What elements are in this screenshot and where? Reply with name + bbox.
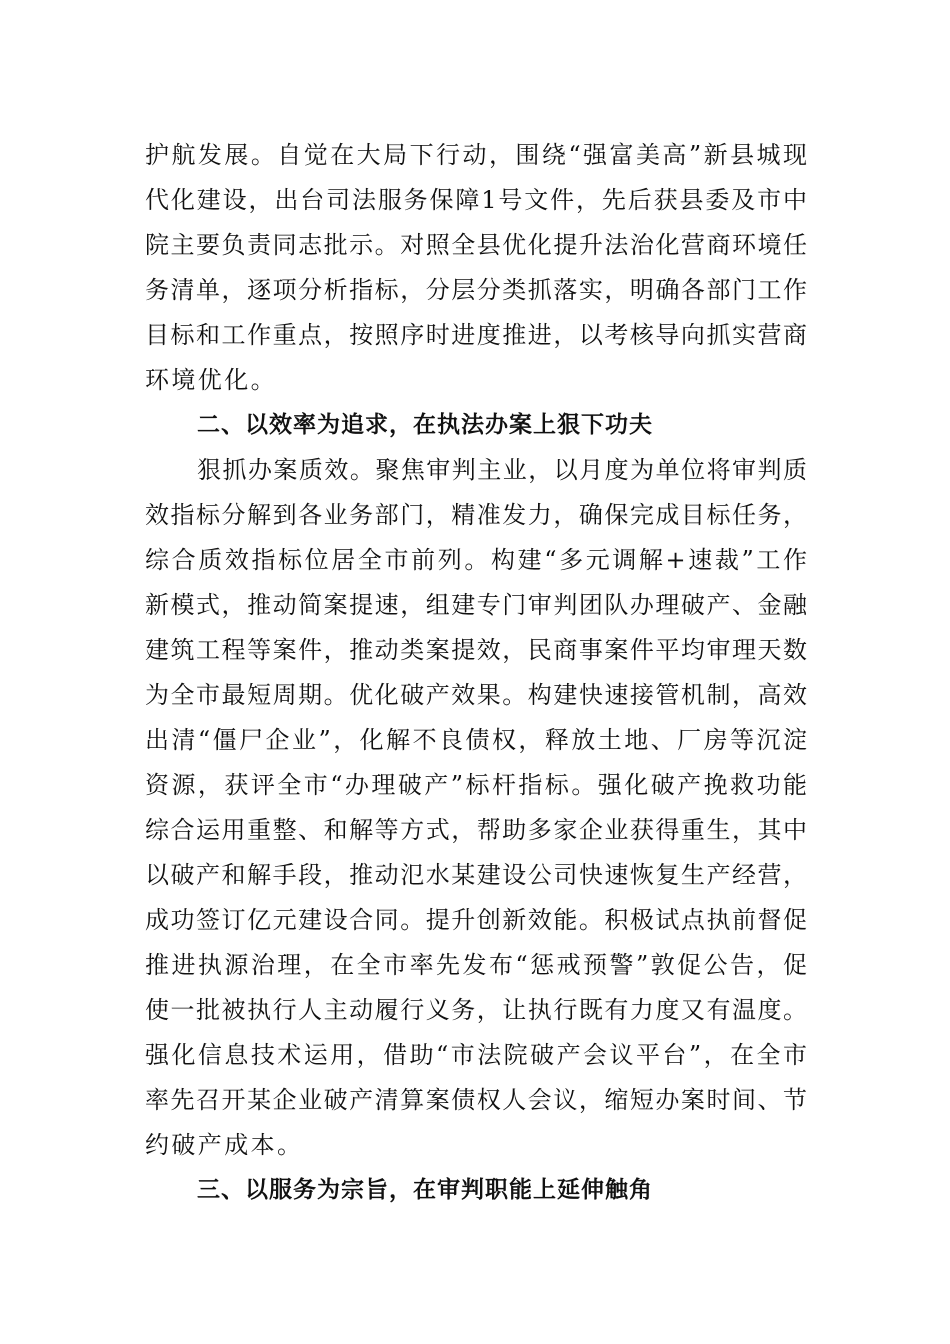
text-line: 约破产成本。 [145,1131,304,1159]
text-line: 目标和工作重点，按照序时进度推进，以考核导向抓实营商 [145,321,807,349]
text-line: 护航发展。自觉在大局下行动，围绕“强富美高”新县城现 [145,141,807,169]
section-heading-2: 二、以效率为追求，在执法办案上狠下功夫 [197,412,653,438]
text-line: 建筑工程等案件，推动类案提效，民商事案件平均审理天数 [145,636,807,664]
text-line: 资源，获评全市“办理破产”标杆指标。强化破产挽救功能 [145,771,807,799]
text-line: 强化信息技术运用，借助“市法院破产会议平台”，在全市 [145,1041,807,1069]
text-line: 率先召开某企业破产清算案债权人会议，缩短办案时间、节 [145,1086,807,1114]
section-heading-3: 三、以服务为宗旨，在审判职能上延伸触角 [197,1177,653,1203]
text-line: 狠抓办案质效。聚焦审判主业，以月度为单位将审判质 [197,456,807,484]
paragraph-1 [145,133,807,403]
text-line: 综合运用重整、和解等方式，帮助多家企业获得重生，其中 [145,816,807,844]
text-line: 新模式，推动简案提速，组建专门审判团队办理破产、金融 [145,591,807,619]
text-line: 环境优化。 [145,366,277,394]
document-page [145,133,807,1213]
text-line: 效指标分解到各业务部门，精准发力，确保完成目标任务， [145,501,807,529]
text-line: 以破产和解手段，推动氾水某建设公司快速恢复生产经营， [145,861,807,889]
text-line: 务清单，逐项分析指标，分层分类抓落实，明确各部门工作 [145,276,807,304]
paragraph-2 [145,448,807,1168]
text-line: 推进执源治理，在全市率先发布“惩戒预警”敦促公告，促 [145,951,807,979]
text-line: 使一批被执行人主动履行义务，让执行既有力度又有温度。 [145,996,807,1024]
text-line: 综合质效指标位居全市前列。构建“多元调解+速裁”工作 [145,546,807,574]
text-line: 出清“僵尸企业”，化解不良债权，释放土地、厂房等沉淀 [145,726,807,754]
text-line: 为全市最短周期。优化破产效果。构建快速接管机制，高效 [145,681,807,709]
text-line: 成功签订亿元建设合同。提升创新效能。积极试点执前督促 [145,906,807,934]
text-line: 院主要负责同志批示。对照全县优化提升法治化营商环境任 [145,231,807,259]
text-line: 代化建设，出台司法服务保障1号文件，先后获县委及市中 [145,186,807,214]
